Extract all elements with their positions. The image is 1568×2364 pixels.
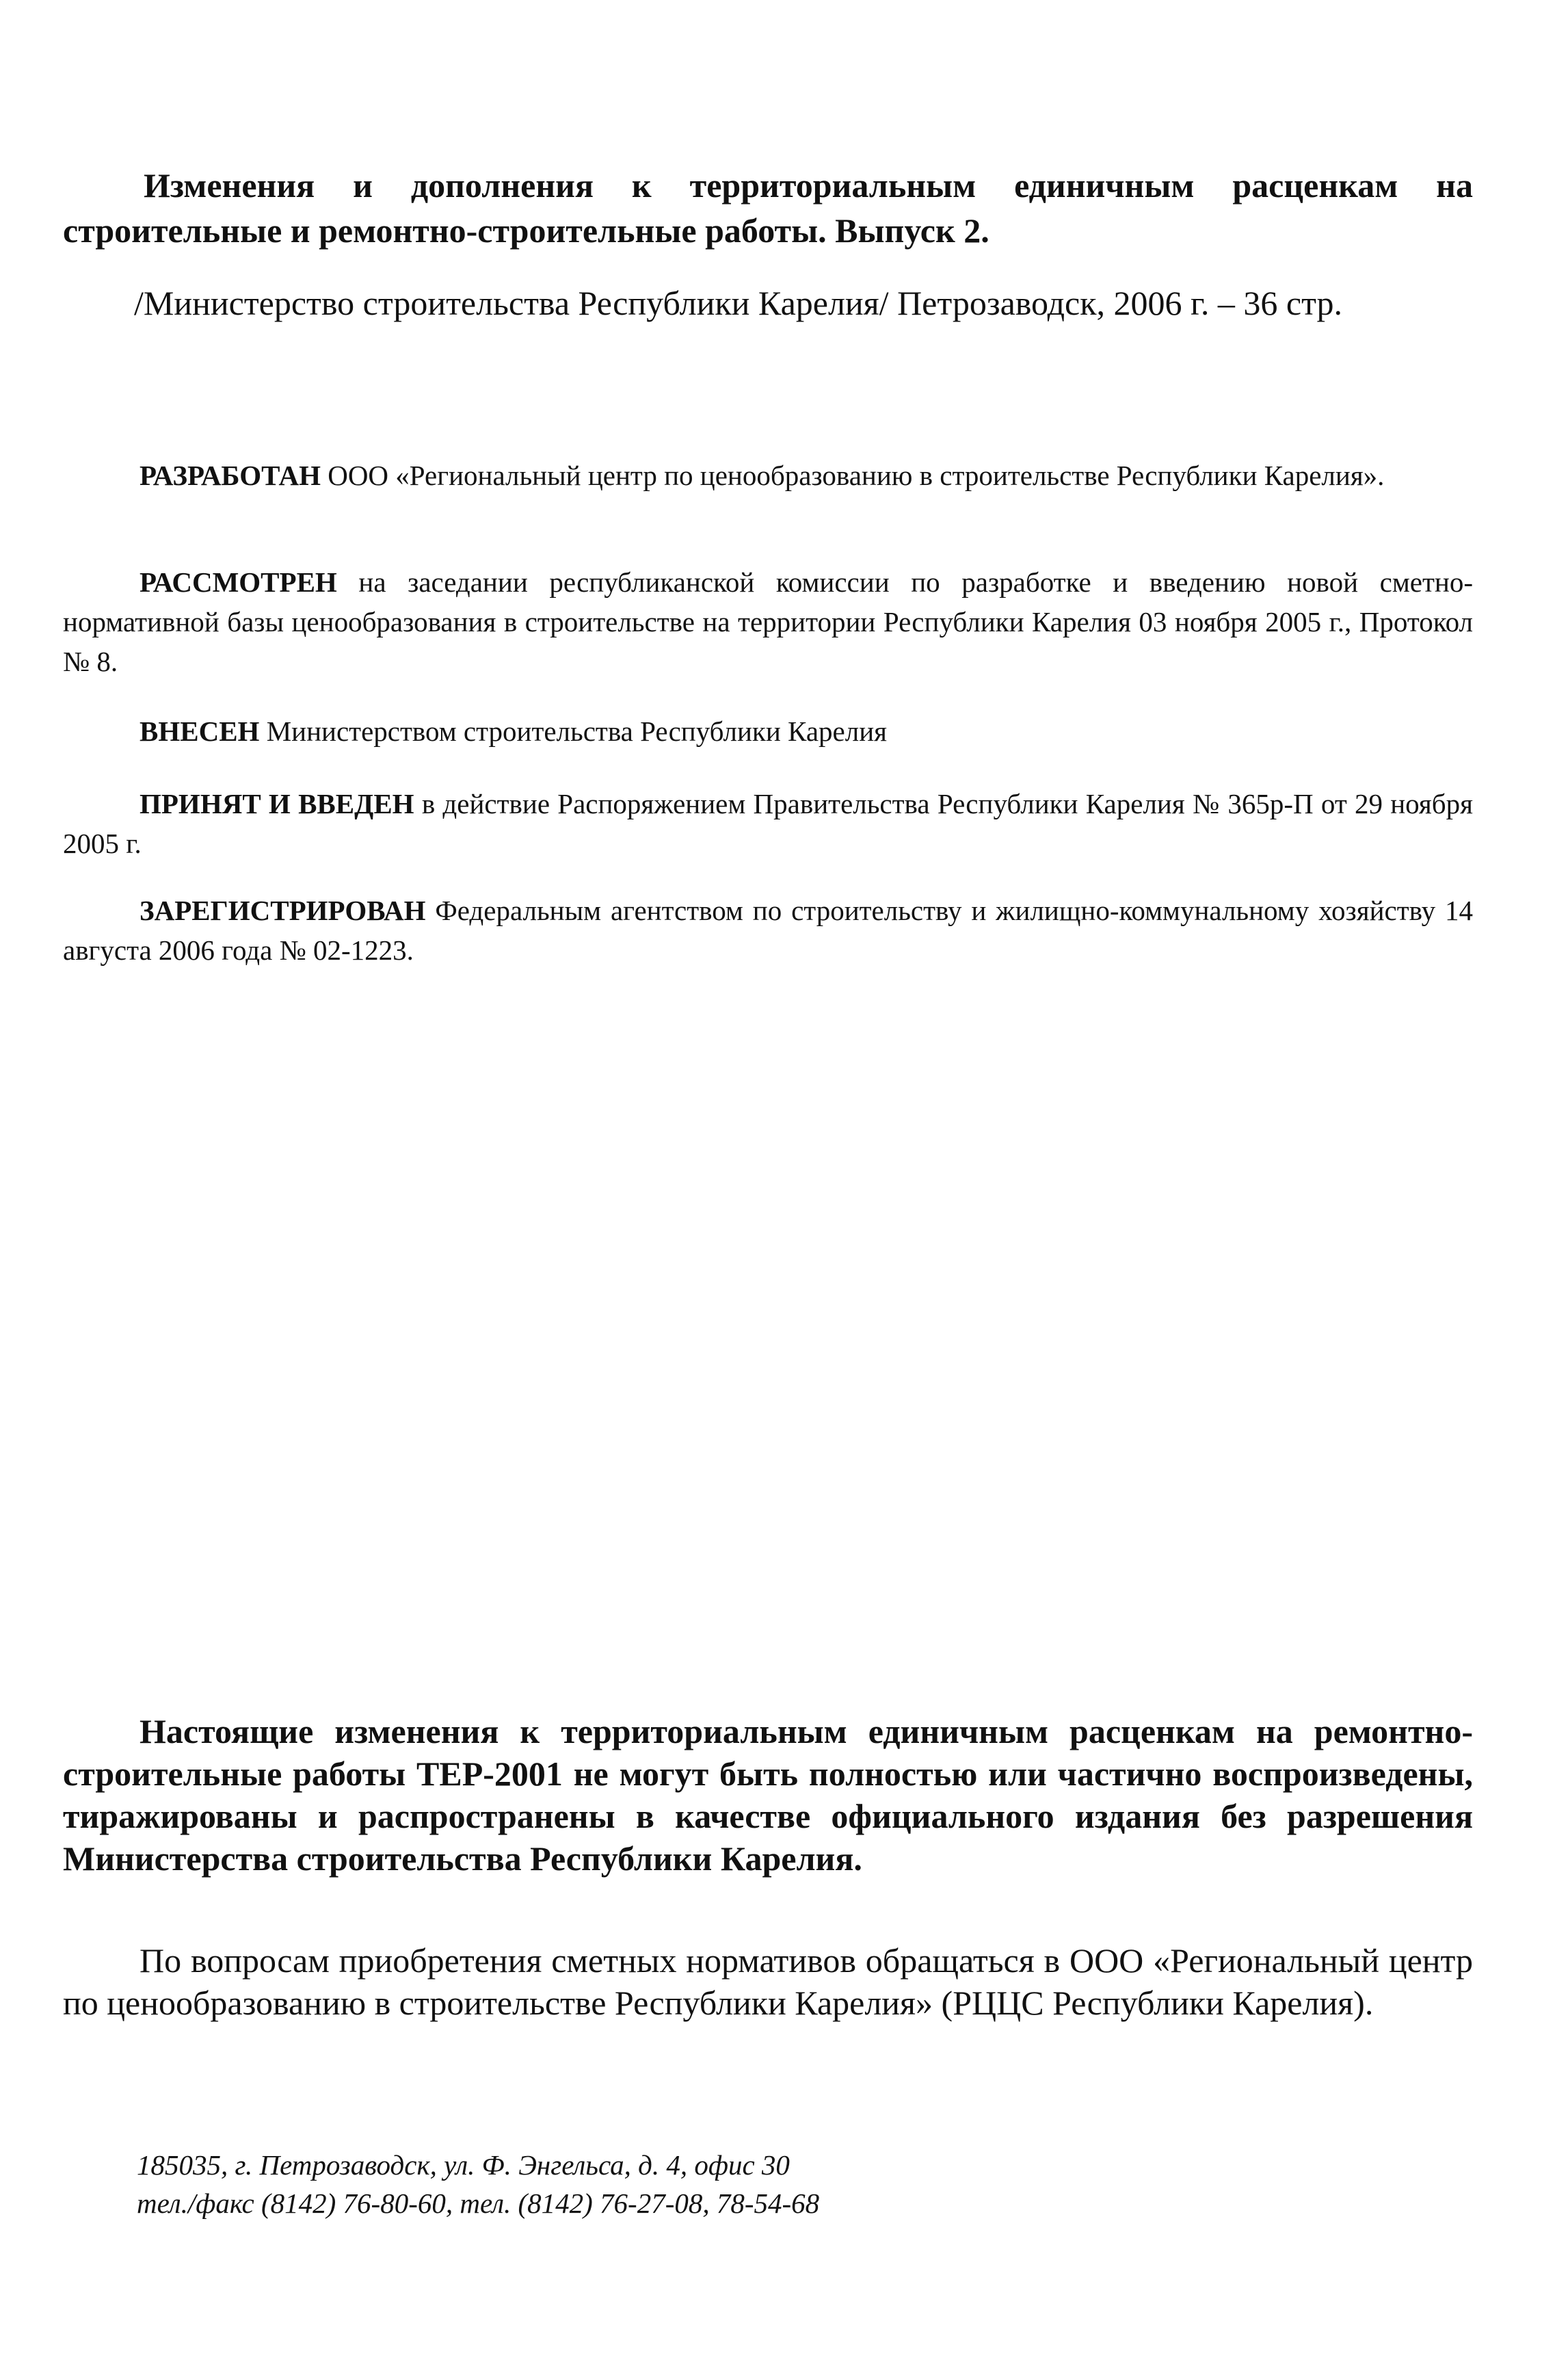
registered-text: Федеральным агентством по строительству и жилищно-коммунальному хозяйству 14 августа 2006 года № 02-1223. <box>63 895 1473 966</box>
developed-by-text: ООО «Региональный центр по ценообразованию в строительстве Республики Карелия». <box>320 460 1385 491</box>
developed-by-paragraph <box>63 456 1473 495</box>
phone-numbers: тел./факс (8142) 76-80-60, тел. (8142) 76-27-08, 78-54-68 <box>137 2188 820 2219</box>
submitted-text: Министерством строительства Республики Карелия <box>259 715 887 747</box>
contact-paragraph: По вопросам приобретения сметных нормативов обращаться в ООО «Региональный центр по ценообразованию в строительстве Республики Карелия» (РЦЦС Республики Карелия). <box>63 1941 1473 2022</box>
document-title: Изменения и дополнения к территориальным единичным расценкам на строительные и ремонтно-строительные работы. Выпуск 2. <box>63 166 1473 250</box>
reviewed-text: на заседании республиканской комиссии по разработке и введению новой сметно-нормативной базы ценообразования в строительстве на территории Республики Карелия 03 ноября 2005 г., Протокол № 8. <box>63 566 1473 677</box>
publication-citation: /Министерство строительства Республики Карелия/ Петрозаводск, 2006 г. – 36 стр. <box>134 284 1343 322</box>
adopted-paragraph <box>63 784 1473 863</box>
adopted-text: в действие Распоряжением Правительства Республики Карелия № 365р-П от 29 ноября 2005 г. <box>63 788 1473 859</box>
registered-label: ЗАРЕГИСТРИРОВАН <box>139 895 426 926</box>
reviewed-label: РАССМОТРЕН <box>139 566 337 598</box>
registered-paragraph <box>63 891 1473 970</box>
submitted-label: ВНЕСЕН <box>139 715 260 747</box>
adopted-label: ПРИНЯТ И ВВЕДЕН <box>139 788 414 819</box>
submitted-paragraph <box>63 711 1473 751</box>
postal-address: 185035, г. Петрозаводск, ул. Ф. Энгельса, д. 4, офис 30 <box>137 2149 790 2181</box>
copyright-notice: Настоящие изменения к территориальным единичным расценкам на ремонтно-строительные работы ТЕР-2001 не могут быть полностью или частично воспроизведены, тиражированы и распространены в качестве официального издания без разрешения Министерства строительства Республики Карелия. <box>63 1712 1473 1878</box>
reviewed-paragraph <box>63 562 1473 681</box>
developed-by-label: РАЗРАБОТАН <box>139 460 321 491</box>
